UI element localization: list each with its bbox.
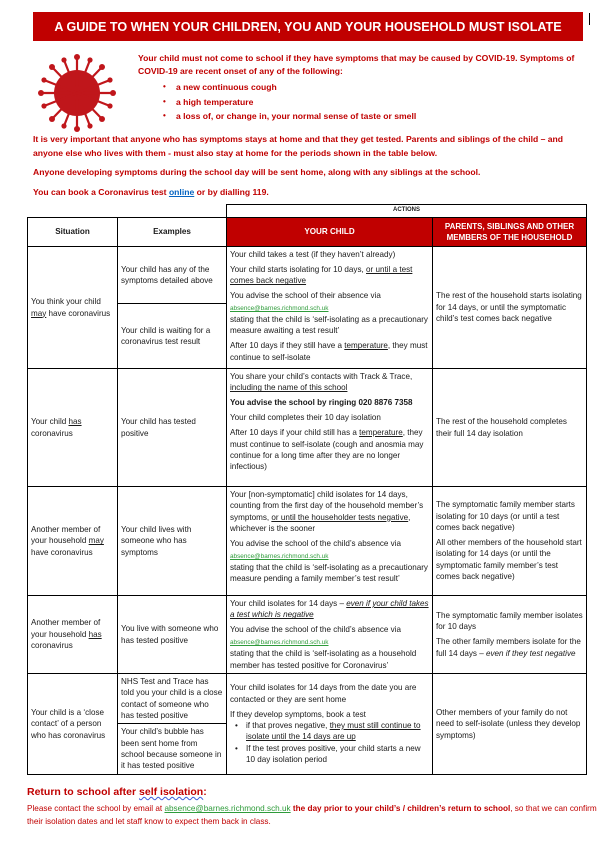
text: coronavirus <box>31 428 73 438</box>
action-text <box>230 340 429 363</box>
actions-header <box>226 204 587 218</box>
emphasis: has <box>88 629 102 639</box>
header-situation <box>27 217 118 247</box>
action-text: If they develop symptoms, book a test <box>230 709 366 719</box>
household-text: The symptomatic family member isolates for 10 days <box>436 610 583 632</box>
example-text: Your child is waiting for a coronavirus test result <box>121 325 211 346</box>
row5-example-2 <box>117 723 227 775</box>
text: Your child <box>31 417 69 427</box>
household-text: The rest of the household starts isolating for 14 days, or until the symptomatic child’s test comes back negative <box>436 291 582 324</box>
row1-your-child <box>226 246 433 369</box>
row1-household <box>432 246 587 369</box>
text: Please contact the school by email at <box>27 804 165 813</box>
return-heading <box>27 786 207 798</box>
text: stating that the child is ‘self-isolating as a precautionary measure pending a family member’s test result’ <box>230 562 428 584</box>
row4-example <box>117 595 227 674</box>
text: You advise the school of the child’s absence via <box>230 539 401 549</box>
action-text <box>230 427 429 473</box>
row5-your-child <box>226 673 433 775</box>
emphasis: may <box>31 308 47 318</box>
row3-household <box>432 486 587 596</box>
text: : <box>203 786 207 798</box>
example-text: Your child has tested positive <box>121 417 196 438</box>
row5-situation <box>27 673 118 775</box>
symptom-list <box>138 80 588 124</box>
school-day-paragraph: Anyone developing symptoms during the school day will be sent home, along with any siblings at the school. <box>33 167 481 177</box>
text: Your [non-symptomatic] child isolates for 14 days, counting from the first day of the household member’s symptoms, <box>230 490 424 522</box>
action-text: Your child isolates for 14 days from the date you are contacted or they are sent home <box>230 683 417 704</box>
emphasis: or until the householder tests negative <box>271 512 409 522</box>
header-label: YOUR CHILD <box>304 227 355 237</box>
return-paragraph <box>27 802 597 828</box>
row4-situation <box>27 595 118 674</box>
header-examples <box>117 217 227 247</box>
action-text <box>230 264 429 287</box>
header-your-child <box>226 217 433 247</box>
situation-text <box>31 617 114 651</box>
test-outcome-list <box>230 720 429 766</box>
symptom-item: • a new continuous cough <box>176 80 588 95</box>
symptom-item: • a loss of, or change in, your normal sense of taste or smell <box>176 109 588 124</box>
example-text: Your child’s bubble has been sent home from school because someone in it has tested positive <box>121 727 222 771</box>
row2-example <box>117 368 227 487</box>
row1-example-1 <box>117 246 227 304</box>
emphasis: they must still continue to isolate until the 14 days are up <box>246 721 421 742</box>
text: , they must continue to self-isolate (cough and anosmia may continue for a long time after they are no longer infectious) <box>230 428 424 472</box>
row5-example-1 <box>117 673 227 724</box>
row4-household <box>432 595 587 674</box>
emphasis: temperature <box>344 341 388 351</box>
coronavirus-icon <box>33 52 121 132</box>
text: have coronavirus <box>31 547 93 557</box>
text: stating that the child is ‘self-isolating as a household member has tested positive for Coronavirus’ <box>230 649 417 670</box>
intro-section <box>138 52 588 124</box>
text: Your child isolates for 14 days – <box>230 599 347 608</box>
action-text <box>230 290 429 337</box>
actions-label: ACTIONS <box>393 207 420 214</box>
text: have coronavirus <box>46 308 111 318</box>
emphasis: even if your child takes a test which is negative <box>230 599 429 620</box>
header-household <box>432 217 587 247</box>
header-label: PARENTS, SIBLINGS AND OTHER MEMBERS OF THE HOUSEHOLD <box>444 222 575 242</box>
text-cursor <box>589 13 590 25</box>
text: You advise the school of their absence via <box>230 291 381 301</box>
absence-email-link[interactable]: absence@barnes.richmond.sch.uk <box>230 638 329 646</box>
emphasis: may <box>88 536 104 546</box>
text: After 10 days if they still have a <box>230 341 345 351</box>
text: , they must continue to self-isolate <box>230 341 428 362</box>
text: Return to school after <box>27 786 140 798</box>
row3-your-child <box>226 486 433 596</box>
row1-example-2 <box>117 303 227 369</box>
booking-text: or by dialling 119. <box>194 187 269 197</box>
row2-household <box>432 368 587 487</box>
household-text: All other members of the household start isolating for 14 days (or until the symptomatic family member’s test comes back negative) <box>436 538 582 582</box>
online-link[interactable]: online <box>168 187 195 197</box>
text: Another member of your household <box>31 618 101 639</box>
emphasis: the day prior to your child’s / children’s return to school <box>290 804 511 813</box>
household-text: Other members of your family do not need to self-isolate (unless they develop symptoms) <box>436 707 581 740</box>
page-title <box>33 12 583 41</box>
action-text: Your child takes a test (if they haven’t already) <box>230 250 396 259</box>
symptom-item: • a high temperature <box>176 95 588 110</box>
booking-text: You can book a Coronavirus test <box>33 187 169 197</box>
text: You think your child <box>31 297 101 307</box>
emphasis: including the name of this school <box>230 383 348 393</box>
outcome-item: • If the test proves positive, your child starts a new 10 day isolation period <box>246 743 429 766</box>
row2-your-child <box>226 368 433 487</box>
text: Your child starts isolating for 10 days, <box>230 264 367 274</box>
action-text <box>230 489 429 535</box>
household-text <box>436 636 583 659</box>
absence-email-link[interactable]: absence@barnes.richmond.sch.uk <box>230 304 329 312</box>
row3-situation <box>27 486 118 596</box>
return-email-link[interactable]: absence@barnes.richmond.sch.uk <box>164 804 291 813</box>
title-text: A GUIDE TO WHEN YOUR CHILDREN, YOU AND YOUR HOUSEHOLD MUST ISOLATE <box>54 19 562 34</box>
header-label: Situation <box>55 227 90 237</box>
row4-your-child <box>226 595 433 674</box>
text: stating that the child is ‘self-isolating as a precautionary measure awaiting a test result’ <box>230 315 428 336</box>
action-text <box>230 371 429 394</box>
action-text <box>230 538 429 585</box>
text: You advise the school of the child’s absence via <box>230 625 401 635</box>
school-phone: You advise the school by ringing 020 8876 7358 <box>230 398 413 408</box>
emphasis: has <box>68 417 82 427</box>
household-text: The symptomatic family member starts isolating for 10 days (or until a test comes back negative) <box>436 500 575 533</box>
outcome-item <box>246 720 429 743</box>
text: , so that we can confirm their isolation dates and let staff know to expect them back in class. <box>27 804 597 826</box>
situation-text: Your child is a ‘close contact’ of a person who has coronavirus <box>31 707 106 740</box>
header-label: Examples <box>153 227 191 237</box>
booking-paragraph <box>33 186 593 200</box>
emphasis: or until a test comes back negative <box>230 264 413 286</box>
testing-paragraph: It is very important that anyone who has symptoms stays at home and that they get tested. Parents and siblings of the child – and anyone else who lives with them - must also stay at home for the periods shown in the table below. <box>33 134 564 158</box>
row1-situation <box>27 246 118 369</box>
text: After 10 days if your child still has a <box>230 428 360 438</box>
situation-text <box>31 296 114 319</box>
row5-household <box>432 673 587 775</box>
text: The other family members isolate for the full 14 days – <box>436 637 581 658</box>
example-text: You live with someone who has tested positive <box>121 624 219 645</box>
household-text: The rest of the household completes their full 14 day isolation <box>436 417 567 438</box>
row3-example <box>117 486 227 596</box>
spellcheck-text: self isolation <box>139 786 204 798</box>
text: You share your child’s contacts with Track & Trace, <box>230 372 413 381</box>
row2-situation <box>27 368 118 487</box>
action-text: Your child completes their 10 day isolation <box>230 413 381 423</box>
absence-email-link[interactable]: absence@barnes.richmond.sch.uk <box>230 552 329 560</box>
example-text: Your child lives with someone who has symptoms <box>121 524 192 557</box>
emphasis: even if they test negative <box>485 648 576 658</box>
text: Another member of your household <box>31 524 101 546</box>
action-text <box>230 598 429 621</box>
emphasis: temperature <box>359 428 403 438</box>
text: , whichever is the sooner <box>230 512 411 534</box>
text: coronavirus <box>31 641 73 651</box>
action-text <box>230 624 429 671</box>
situation-text <box>31 416 114 439</box>
situation-text <box>31 524 114 558</box>
text: if that proves negative, <box>246 721 330 731</box>
intro-text: Your child must not come to school if they have symptoms that may be caused by COVID-19. Symptoms of COVID-19 are recent onset of any of the following: <box>138 53 575 76</box>
example-text: NHS Test and Trace has told you your child is a close contact of someone who has tested positive <box>121 676 223 720</box>
example-text: Your child has any of the symptoms detailed above <box>121 264 213 285</box>
